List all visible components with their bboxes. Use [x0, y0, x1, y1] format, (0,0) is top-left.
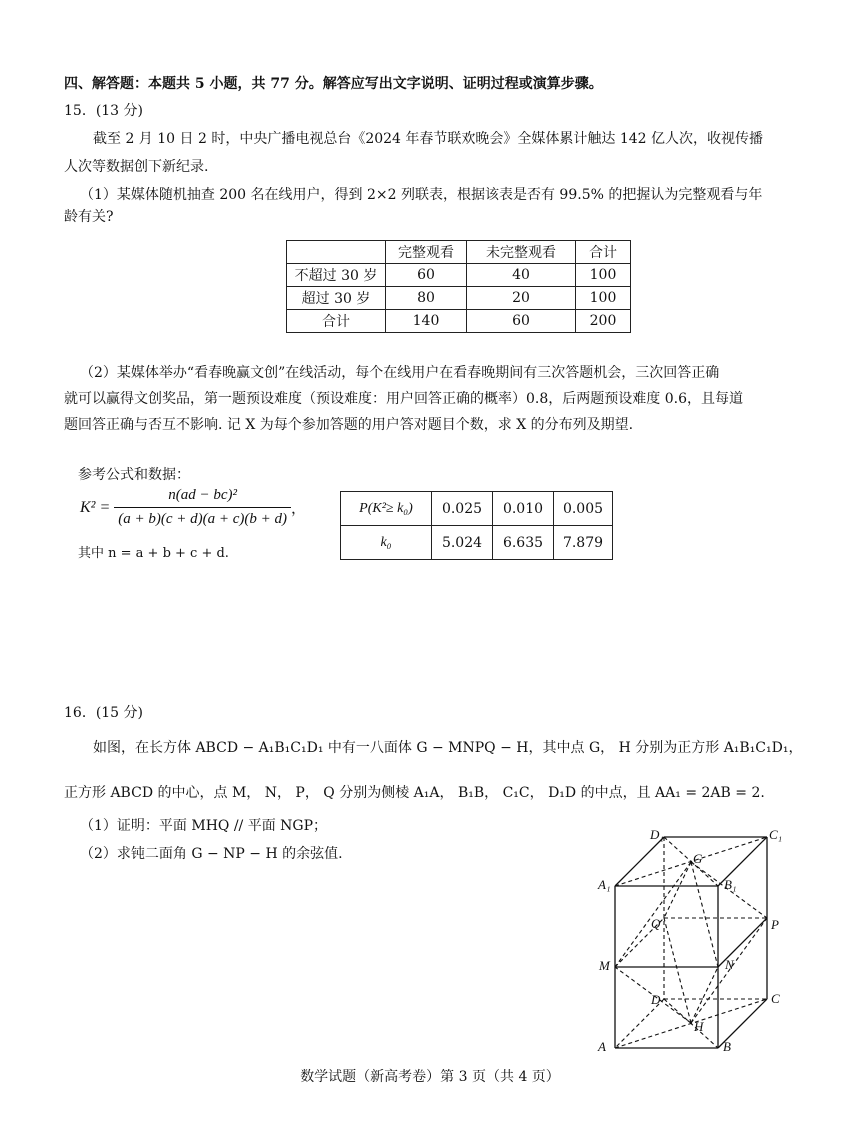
q16-number: 16．(15 分): [64, 705, 144, 721]
table-row: [341, 492, 613, 526]
label-a1: A₁: [598, 877, 611, 892]
table-cell: k₀: [341, 526, 432, 560]
table-cell: 40: [467, 264, 576, 287]
q16-line2: 正方形 ABCD 的中心，点 M， N， P， Q 分别为侧棱 A₁A， B₁B， C₁C， D₁D 的中点，且 AA₁ = 2AB = 2.: [64, 785, 765, 801]
formula-lhs: K² =: [80, 498, 111, 516]
table-cell: 7.879: [554, 526, 613, 560]
table-cell: 200: [576, 310, 631, 333]
table-cell: 合计: [287, 310, 386, 333]
label-d: D: [651, 992, 661, 1007]
table-cell: 6.635: [493, 526, 554, 560]
table-cell: P(K²≥ k₀): [341, 492, 432, 526]
contingency-table: [286, 240, 631, 333]
table-row: [287, 287, 631, 310]
label-c: C: [771, 991, 780, 1006]
table-cell: 超过 30 岁: [287, 287, 386, 310]
label-b1: B₁: [724, 877, 737, 892]
table-cell: 0.005: [554, 492, 613, 526]
label-b: B: [723, 1039, 731, 1054]
table-cell: 100: [576, 287, 631, 310]
table-cell: 140: [386, 310, 467, 333]
table-cell: 5.024: [432, 526, 493, 560]
label-a: A: [598, 1039, 606, 1054]
reference-title: 参考公式和数据：: [78, 467, 190, 483]
table-cell: 80: [386, 287, 467, 310]
label-g: G: [693, 851, 703, 866]
formula-denominator: (a + b)(c + d)(a + c)(b + d): [114, 507, 291, 528]
label-d1: D₁: [650, 827, 664, 842]
formula-fraction: [114, 487, 291, 528]
cuboid-solid-edges: [615, 837, 767, 1048]
q15-number: 15．(13 分): [64, 103, 144, 119]
table-row: [287, 264, 631, 287]
section-heading: 四、解答题：本题共 5 小题，共 77 分。解答应写出文字说明、证明过程或演算步骤。: [64, 76, 603, 92]
label-n: N: [725, 957, 734, 972]
table-header-cell: 合计: [576, 241, 631, 264]
table-row: [287, 310, 631, 333]
table-cell: 60: [467, 310, 576, 333]
label-c1: C₁: [769, 827, 783, 842]
q16-part2: （2）求钝二面角 G − NP − H 的余弦值.: [80, 846, 343, 862]
q15-part2-line2: 就可以赢得文创奖品，第一题预设难度（预设难度：用户回答正确的概率）0.8，后两题预设难度 0.6，且每道: [64, 391, 743, 407]
critical-value-table: [340, 491, 613, 560]
q15-part1-line2: 龄有关?: [64, 209, 114, 225]
label-p: P: [771, 917, 779, 932]
page-footer: 数学试题（新高考卷）第 3 页（共 4 页）: [300, 1069, 560, 1085]
q15-part1-line1: （1）某媒体随机抽查 200 名在线用户，得到 2×2 列联表，根据该表是否有 99.5% 的把握认为完整观看与年: [80, 187, 763, 203]
table-cell: 60: [386, 264, 467, 287]
table-cell: 0.025: [432, 492, 493, 526]
q15-part2-line1: （2）某媒体举办“看春晚赢文创”在线活动，每个在线用户在看春晚期间有三次答题机会，三次回答正确: [80, 365, 720, 381]
label-m: M: [599, 958, 610, 973]
octahedron-dashed-edges: [615, 837, 767, 1048]
table-cell: 0.010: [493, 492, 554, 526]
q15-intro-line1: 截至 2 月 10 日 2 时，中央广播电视总台《2024 年春节联欢晚会》全媒体累计触达 142 亿人次，收视传播: [93, 131, 764, 147]
table-header-row: [287, 241, 631, 264]
table-header-cell: 完整观看: [386, 241, 467, 264]
formula-comma: ，: [291, 499, 307, 517]
q15-part2-line3: 题回答正确与否互不影响. 记 X 为每个参加答题的用户答对题目个数，求 X 的分布列及期望.: [64, 417, 634, 433]
formula-note: 其中 n = a + b + c + d.: [78, 546, 229, 561]
table-cell: 20: [467, 287, 576, 310]
q16-part1: （1）证明：平面 MHQ // 平面 NGP；: [80, 818, 328, 834]
q16-line1: 如图，在长方体 ABCD − A₁B₁C₁D₁ 中有一八面体 G − MNPQ − H，其中点 G， H 分别为正方形 A₁B₁C₁D₁，: [93, 740, 803, 756]
cuboid-octahedron-figure: [590, 820, 790, 1060]
table-cell: 不超过 30 岁: [287, 264, 386, 287]
k-squared-formula: [80, 487, 306, 528]
table-row: [341, 526, 613, 560]
table-cell: 100: [576, 264, 631, 287]
table-header-cell: 未完整观看: [467, 241, 576, 264]
label-q: Q: [651, 916, 661, 931]
q15-intro-line2: 人次等数据创下新纪录.: [64, 159, 209, 175]
formula-numerator: n(ad − bc)²: [168, 487, 238, 503]
label-h: H: [694, 1019, 704, 1034]
figure-labels: [597, 827, 782, 1054]
table-header-cell: [287, 241, 386, 264]
